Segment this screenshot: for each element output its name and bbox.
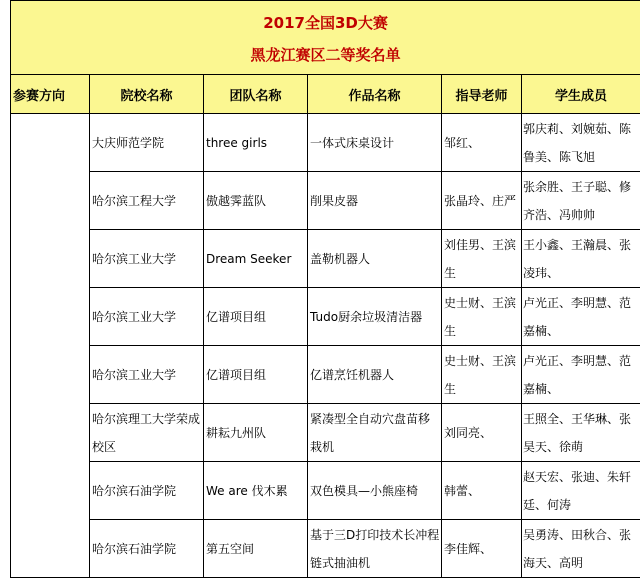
students-cell: 王小鑫、王瀚晨、张凌玮、 bbox=[522, 230, 640, 288]
table-row bbox=[11, 404, 640, 462]
students-cell: 张余胜、王子聪、修齐浩、冯帅帅 bbox=[522, 172, 640, 230]
header-work: 作品名称 bbox=[308, 75, 442, 114]
work-cell: 一体式床桌设计 bbox=[308, 114, 442, 172]
team-cell: 亿谱项目组 bbox=[204, 346, 308, 404]
school-cell: 哈尔滨工业大学 bbox=[90, 288, 204, 346]
team-cell: 傲越霁蓝队 bbox=[204, 172, 308, 230]
students-cell: 王照全、王华琳、张昊天、徐萌 bbox=[522, 404, 640, 462]
work-cell: Tudo厨余垃圾清洁器 bbox=[308, 288, 442, 346]
direction-cell bbox=[11, 114, 90, 578]
school-cell: 哈尔滨石油学院 bbox=[90, 462, 204, 520]
title-banner bbox=[11, 1, 640, 75]
table-row bbox=[11, 172, 640, 230]
team-cell: three girls bbox=[204, 114, 308, 172]
header-students: 学生成员 bbox=[522, 75, 640, 114]
work-cell: 亿谱烹饪机器人 bbox=[308, 346, 442, 404]
header-advisor: 指导老师 bbox=[442, 75, 522, 114]
advisor-cell: 张晶玲、庄严 bbox=[442, 172, 522, 230]
team-cell: 亿谱项目组 bbox=[204, 288, 308, 346]
team-cell: 耕耘九州队 bbox=[204, 404, 308, 462]
students-cell: 赵天宏、张迪、朱轩廷、何涛 bbox=[522, 462, 640, 520]
work-cell: 盖勒机器人 bbox=[308, 230, 442, 288]
table-subtitle: 黑龙江赛区二等奖名单 bbox=[250, 45, 401, 64]
header-row bbox=[11, 75, 640, 114]
team-cell: 第五空间 bbox=[204, 520, 308, 578]
header-team: 团队名称 bbox=[204, 75, 308, 114]
advisor-cell: 邹红、 bbox=[442, 114, 522, 172]
school-cell: 哈尔滨理工大学荣成校区 bbox=[90, 404, 204, 462]
school-cell: 哈尔滨工业大学 bbox=[90, 346, 204, 404]
advisor-cell: 韩蕾、 bbox=[442, 462, 522, 520]
table-row bbox=[11, 230, 640, 288]
work-cell: 基于三D打印技术长冲程链式抽油机 bbox=[308, 520, 442, 578]
table-row bbox=[11, 288, 640, 346]
table-row bbox=[11, 114, 640, 172]
team-cell: Dream Seeker bbox=[204, 230, 308, 288]
students-cell: 郭庆莉、刘婉茹、陈鲁美、陈飞旭 bbox=[522, 114, 640, 172]
work-cell: 双色模具—小熊座椅 bbox=[308, 462, 442, 520]
students-cell: 卢光正、李明慧、范嘉楠、 bbox=[522, 288, 640, 346]
table-title: 2017全国3D大赛 bbox=[263, 13, 388, 32]
team-cell: We are 伐木累 bbox=[204, 462, 308, 520]
header-school: 院校名称 bbox=[90, 75, 204, 114]
table-row bbox=[11, 462, 640, 520]
school-cell: 哈尔滨石油学院 bbox=[90, 520, 204, 578]
school-cell: 哈尔滨工程大学 bbox=[90, 172, 204, 230]
header-direction: 参赛方向 bbox=[11, 75, 90, 114]
table-row bbox=[11, 520, 640, 578]
advisor-cell: 刘同亮、 bbox=[442, 404, 522, 462]
advisor-cell: 史士财、王滨生 bbox=[442, 346, 522, 404]
work-cell: 削果皮器 bbox=[308, 172, 442, 230]
students-cell: 卢光正、李明慧、范嘉楠、 bbox=[522, 346, 640, 404]
school-cell: 哈尔滨工业大学 bbox=[90, 230, 204, 288]
students-cell: 吴勇涛、田秋合、张海天、高明 bbox=[522, 520, 640, 578]
advisor-cell: 刘佳男、王滨生 bbox=[442, 230, 522, 288]
award-table bbox=[10, 0, 640, 578]
advisor-cell: 史士财、王滨生 bbox=[442, 288, 522, 346]
table-row bbox=[11, 346, 640, 404]
school-cell: 大庆师范学院 bbox=[90, 114, 204, 172]
work-cell: 紧凑型全自动穴盘苗移栽机 bbox=[308, 404, 442, 462]
advisor-cell: 李佳辉、 bbox=[442, 520, 522, 578]
